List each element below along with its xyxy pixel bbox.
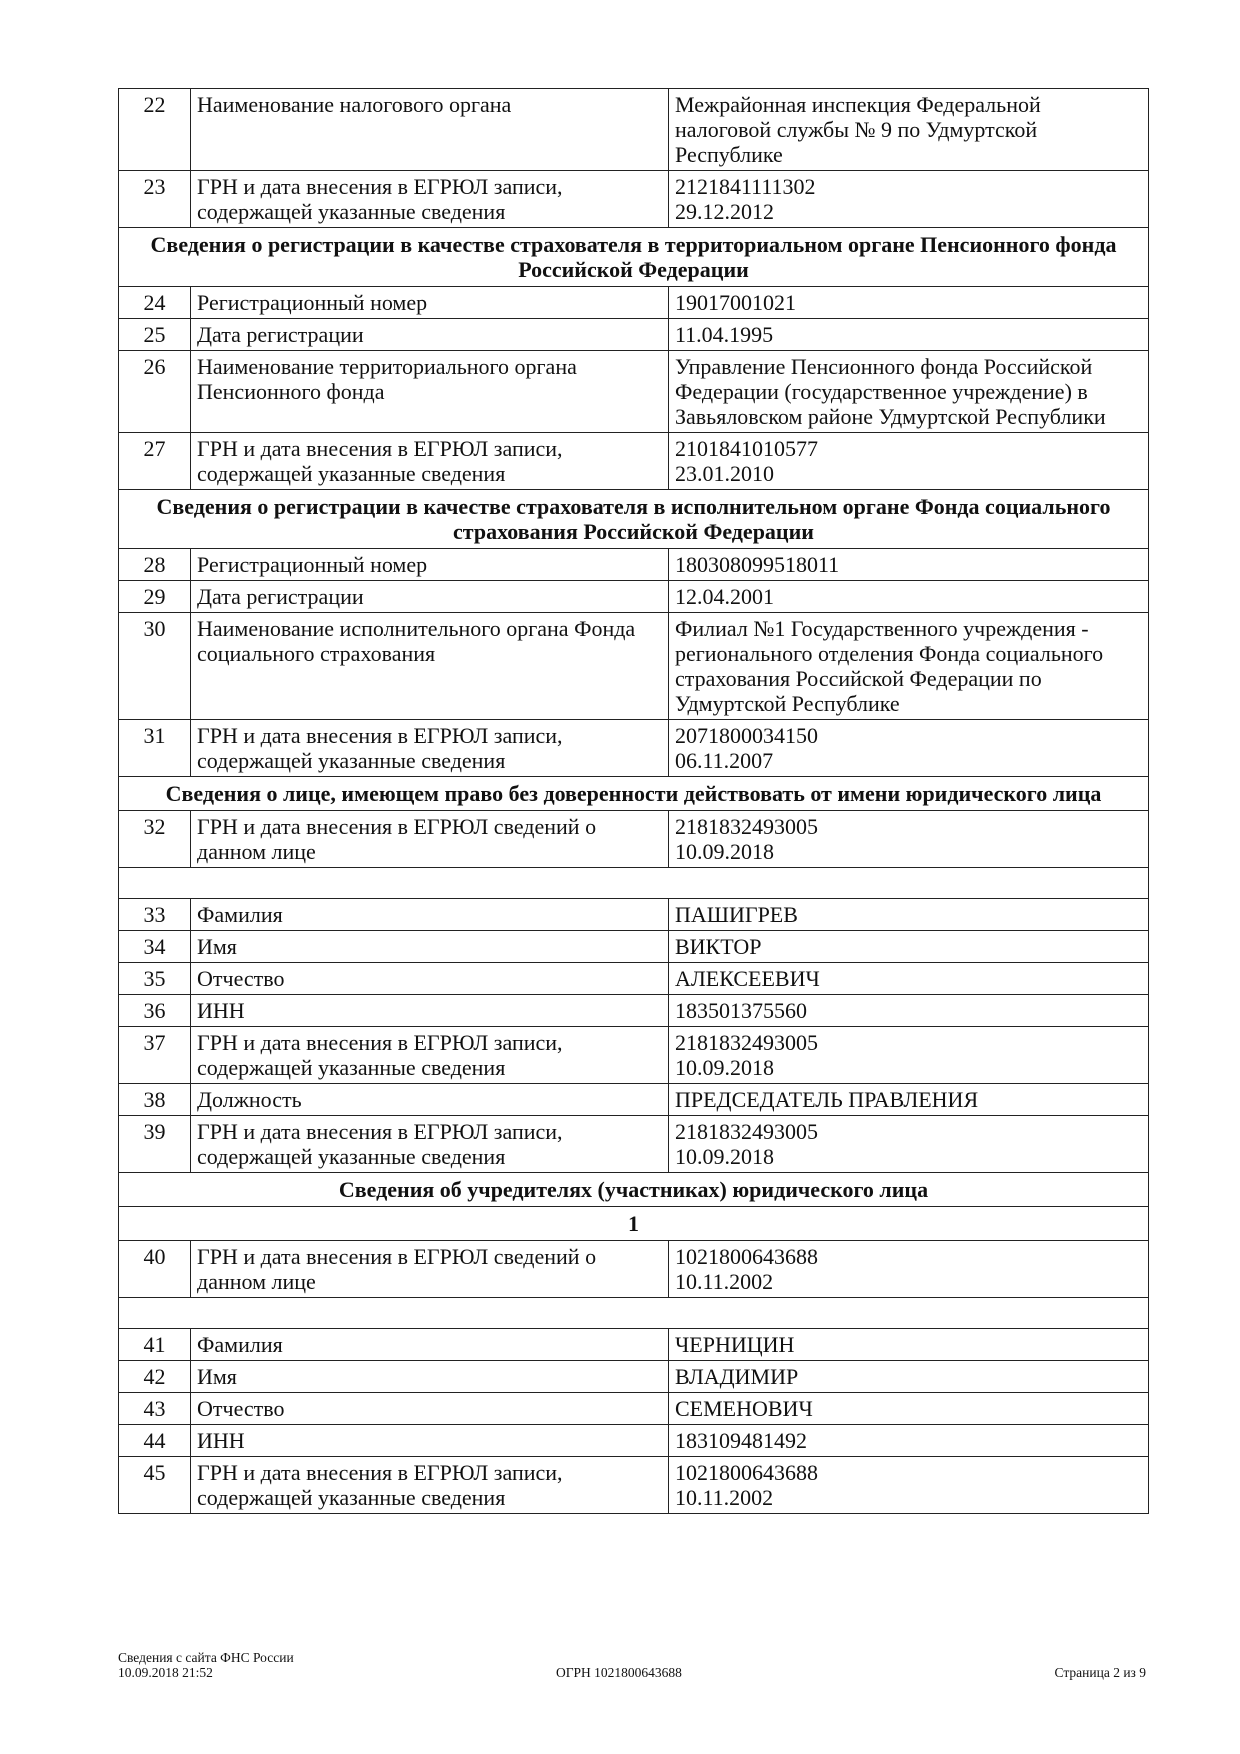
table-row [119,1027,1149,1084]
footer-source: Сведения с сайта ФНС России 10.09.2018 21:52 [118,1650,294,1680]
row-value: ПАШИГРЕВ [669,899,1149,931]
row-label: Отчество [191,963,669,995]
row-label: ГРН и дата внесения в ЕГРЮЛ записи, содержащей указанные сведения [191,1457,669,1514]
row-value: ПРЕДСЕДАТЕЛЬ ПРАВЛЕНИЯ [669,1084,1149,1116]
row-label: Имя [191,931,669,963]
row-label: Регистрационный номер [191,549,669,581]
table-row [119,811,1149,868]
table-row [119,963,1149,995]
row-number: 32 [119,811,191,868]
table-row [119,720,1149,777]
section-header-row [119,228,1149,287]
row-label: ГРН и дата внесения в ЕГРЮЛ записи, содержащей указанные сведения [191,171,669,228]
row-value: 2181832493005 10.09.2018 [669,1027,1149,1084]
table-row [119,581,1149,613]
row-label: Наименование налогового органа [191,89,669,171]
table-row [119,89,1149,171]
section-header-row [119,490,1149,549]
table-row [119,613,1149,720]
section-title: Сведения о лице, имеющем право без доверенности действовать от имени юридического лица [119,777,1149,811]
row-number: 38 [119,1084,191,1116]
row-number: 39 [119,1116,191,1173]
row-label: Наименование территориального органа Пенсионного фонда [191,351,669,433]
table-row [119,995,1149,1027]
row-label: ГРН и дата внесения в ЕГРЮЛ сведений о данном лице [191,1241,669,1298]
row-number: 34 [119,931,191,963]
row-number: 30 [119,613,191,720]
row-number: 41 [119,1329,191,1361]
row-number: 31 [119,720,191,777]
row-value: 2071800034150 06.11.2007 [669,720,1149,777]
row-value: 2121841111302 29.12.2012 [669,171,1149,228]
section-header-row [119,1173,1149,1207]
row-number: 28 [119,549,191,581]
row-value: ВИКТОР [669,931,1149,963]
row-label: ГРН и дата внесения в ЕГРЮЛ записи, содержащей указанные сведения [191,1116,669,1173]
section-title: Сведения об учредителях (участниках) юридического лица [119,1173,1149,1207]
row-number: 43 [119,1393,191,1425]
footer-page-number: Страница 2 из 9 [1054,1665,1146,1680]
table-row [119,319,1149,351]
table-row [119,1116,1149,1173]
row-value: ЧЕРНИЦИН [669,1329,1149,1361]
footer-ogrn: ОГРН 1021800643688 [556,1665,682,1680]
table-row [119,1457,1149,1514]
row-label: ИНН [191,995,669,1027]
section-title: Сведения о регистрации в качестве страхователя в территориальном органе Пенсионного фонда Российской Федерации [119,228,1149,287]
row-label: Должность [191,1084,669,1116]
section-header-row [119,777,1149,811]
egrul-table [118,88,1149,1514]
row-value: 2101841010577 23.01.2010 [669,433,1149,490]
row-value: СЕМЕНОВИЧ [669,1393,1149,1425]
row-value: 183109481492 [669,1425,1149,1457]
row-number: 37 [119,1027,191,1084]
row-number: 44 [119,1425,191,1457]
row-label: Фамилия [191,1329,669,1361]
row-value: ВЛАДИМИР [669,1361,1149,1393]
row-number: 24 [119,287,191,319]
row-label: Имя [191,1361,669,1393]
empty-cell [119,1298,1149,1329]
row-number: 36 [119,995,191,1027]
table-row [119,1329,1149,1361]
section-title: Сведения о регистрации в качестве страхователя в исполнительном органе Фонда социального страхования Российской Федерации [119,490,1149,549]
row-value: 2181832493005 10.09.2018 [669,1116,1149,1173]
row-label: Отчество [191,1393,669,1425]
row-value: 183501375560 [669,995,1149,1027]
row-value: 11.04.1995 [669,319,1149,351]
row-value: 12.04.2001 [669,581,1149,613]
row-number: 23 [119,171,191,228]
row-label: Дата регистрации [191,581,669,613]
row-number: 25 [119,319,191,351]
row-value: Управление Пенсионного фонда Российской Федерации (государственное учреждение) в Завьяловском районе Удмуртской Республики [669,351,1149,433]
row-value: 180308099518011 [669,549,1149,581]
row-number: 45 [119,1457,191,1514]
row-number: 29 [119,581,191,613]
empty-row [119,868,1149,899]
row-label: ИНН [191,1425,669,1457]
row-value: Филиал №1 Государственного учреждения - регионального отделения Фонда социального страхования Российской Федерации по Удмуртской Республике [669,613,1149,720]
table-row [119,351,1149,433]
row-value: 1021800643688 10.11.2002 [669,1241,1149,1298]
row-number: 42 [119,1361,191,1393]
row-label: ГРН и дата внесения в ЕГРЮЛ записи, содержащей указанные сведения [191,720,669,777]
row-number: 22 [119,89,191,171]
empty-row [119,1298,1149,1329]
section-header-row [119,1207,1149,1241]
row-number: 26 [119,351,191,433]
row-number: 27 [119,433,191,490]
row-label: ГРН и дата внесения в ЕГРЮЛ записи, содержащей указанные сведения [191,433,669,490]
table-row [119,899,1149,931]
row-number: 35 [119,963,191,995]
row-value: 19017001021 [669,287,1149,319]
empty-cell [119,868,1149,899]
table-row [119,171,1149,228]
table-row [119,1425,1149,1457]
row-label: Фамилия [191,899,669,931]
table-row [119,549,1149,581]
table-row [119,433,1149,490]
row-label: Дата регистрации [191,319,669,351]
row-value: 1021800643688 10.11.2002 [669,1457,1149,1514]
row-label: Регистрационный номер [191,287,669,319]
table-row [119,1361,1149,1393]
row-number: 33 [119,899,191,931]
egrul-table-body [119,89,1149,1514]
section-title: 1 [119,1207,1149,1241]
table-row [119,1241,1149,1298]
row-number: 40 [119,1241,191,1298]
table-row [119,1393,1149,1425]
row-label: ГРН и дата внесения в ЕГРЮЛ записи, содержащей указанные сведения [191,1027,669,1084]
row-label: Наименование исполнительного органа Фонда социального страхования [191,613,669,720]
row-label: ГРН и дата внесения в ЕГРЮЛ сведений о данном лице [191,811,669,868]
table-row [119,931,1149,963]
table-row [119,287,1149,319]
row-value: 2181832493005 10.09.2018 [669,811,1149,868]
row-value: Межрайонная инспекция Федеральной налоговой службы № 9 по Удмуртской Республике [669,89,1149,171]
table-row [119,1084,1149,1116]
row-value: АЛЕКСЕЕВИЧ [669,963,1149,995]
